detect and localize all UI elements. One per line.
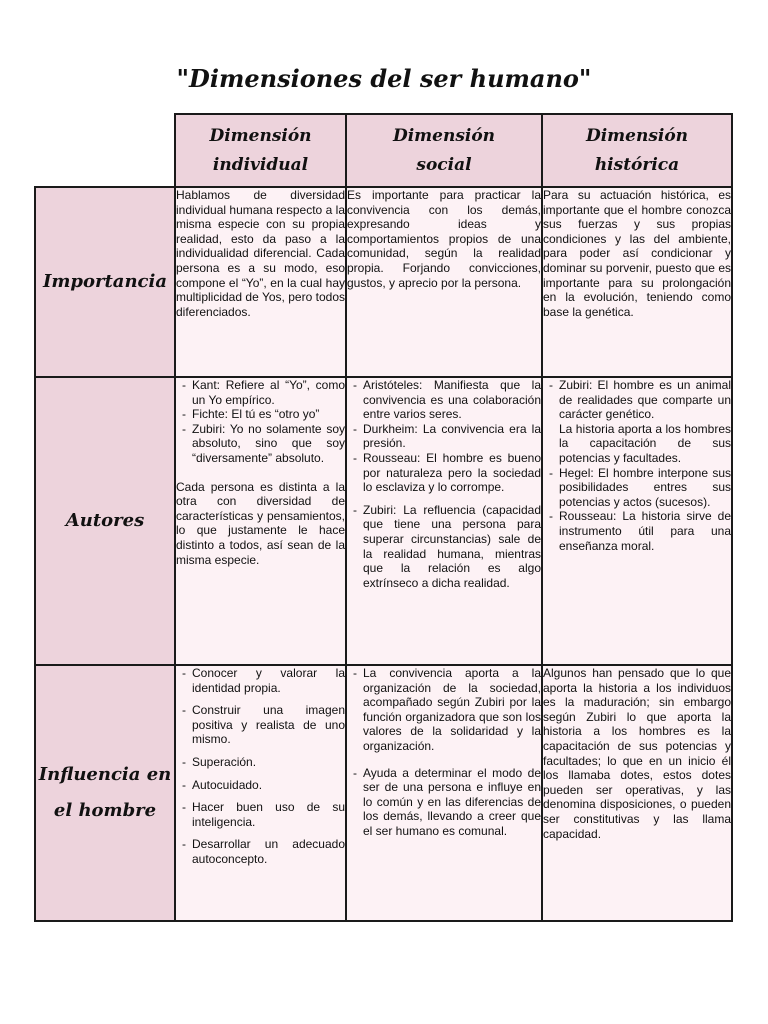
list-item: - Aristóteles: Manifiesta que la convivencia es una colaboración entre varios seres. (363, 378, 541, 422)
list-item: - La convivencia aporta a la organización de la sociedad, acompañado según Zubiri por la función organizadora que son los valores de la solidaridad y la organización. (363, 666, 541, 754)
row-influencia (35, 665, 732, 921)
list-item: - Ayuda a determinar el modo de ser de una persona e influye en lo común y en las diferencias de los demás, llevando a creer que el ser humano es comunal. (363, 766, 541, 839)
influencia-individual-list (176, 666, 345, 867)
importancia-social: Es importante para practicar la convivencia con los demás, expresando ideas y comportamientos propios de una comunidad, según la realidad propia. Forjando convicciones, gustos, y aprecio por la persona. (346, 187, 542, 377)
row-header-autores: Autores (35, 377, 175, 665)
list-item: - Autocuidado. (192, 778, 345, 793)
list-item: - Desarrollar un adecuado autoconcepto. (192, 837, 345, 866)
list-item: - Conocer y valorar la identidad propia. (192, 666, 345, 695)
column-header-social: Dimensión social (346, 114, 542, 187)
column-header-historica: Dimensión histórica (542, 114, 732, 187)
importancia-historica: Para su actuación histórica, es importante que el hombre conozca sus fuerzas y sus propias condiciones y las del ambiente, para poder así condicionar y dominar su porvenir, puesto que es importante para su prolongación en la evolución, teniendo como base la genética. (542, 187, 732, 377)
list-item: - Hacer buen uso de su inteligencia. (192, 800, 345, 829)
influencia-social (346, 665, 542, 921)
list-item: - Rousseau: La historia sirve de instrumento útil para una enseñanza moral. (559, 509, 731, 553)
importancia-individual: Hablamos de diversidad individual humana respecto a la misma especie con su propia realidad, esto da paso a la individualidad diferencial. Cada persona es a su modo, eso compone el “Yo”, en la cual hay multiplicidad de Yos, pero todos diferenciados. (175, 187, 346, 377)
list-item: - Rousseau: El hombre es bueno por naturaleza pero la sociedad lo esclaviza y lo corrompe. (363, 451, 541, 495)
corner-cell (35, 114, 175, 187)
list-item: - Fichte: El tú es “otro yo” (192, 407, 345, 422)
autores-individual-list (176, 378, 345, 466)
header-row (35, 114, 732, 187)
autores-individual (175, 377, 346, 665)
row-importancia (35, 187, 732, 377)
influencia-individual (175, 665, 346, 921)
list-item: - Zubiri: Yo no solamente soy absoluto, sino que soy “diversamente” absoluto. (192, 422, 345, 466)
autores-individual-paragraph: Cada persona es distinta a la otra con diversidad de características y pensamientos, lo que justamente le hace distinto a todos, así sean de la misma especie. (176, 479, 345, 567)
autores-social-list (347, 378, 541, 495)
autores-historica-list (543, 378, 731, 553)
influencia-historica: Algunos han pensado que lo que aporta la historia a los individuos es la maduración; sin embargo según Zubiri lo que aporta la historia a los hombres es la capacitación de sus potencias y facultades; lo que en un inicio él los llamaba dotes, estos dotes pueden ser operativas, y las denomina disposiciones, o pueden ser constitutivas y las llama capacidad. (542, 665, 732, 921)
column-header-individual: Dimensión individual (175, 114, 346, 187)
list-item: - Hegel: El hombre interpone sus posibilidades entres sus potencias y actos (sucesos). (559, 466, 731, 510)
autores-social (346, 377, 542, 665)
autores-historica (542, 377, 732, 665)
list-item: - Durkheim: La convivencia era la presión. (363, 422, 541, 451)
dimensions-table (34, 113, 733, 922)
list-item: - Zubiri: El hombre es un animal de realidades que comparte un carácter genético. La historia aporta a los hombres la capacitación de sus potencias y facultades. (559, 378, 731, 466)
influencia-social-list (347, 666, 541, 839)
row-autores (35, 377, 732, 665)
row-header-importancia: Importancia (35, 187, 175, 377)
list-item: - Zubiri: La refluencia (capacidad que tiene una persona para superar circunstancias) sale de la realidad humana, mientras que la relación es algo extrínseco a dicha realidad. (363, 503, 541, 591)
autores-social-list-b (347, 503, 541, 591)
list-item: - Construir una imagen positiva y realista de uno mismo. (192, 703, 345, 747)
list-item: - Superación. (192, 755, 345, 770)
list-item: - Kant: Refiere al “Yo”, como un Yo empírico. (192, 378, 345, 407)
row-header-influencia: Influencia en el hombre (35, 665, 175, 921)
page-title: "Dimensiones del ser humano" (176, 64, 592, 93)
